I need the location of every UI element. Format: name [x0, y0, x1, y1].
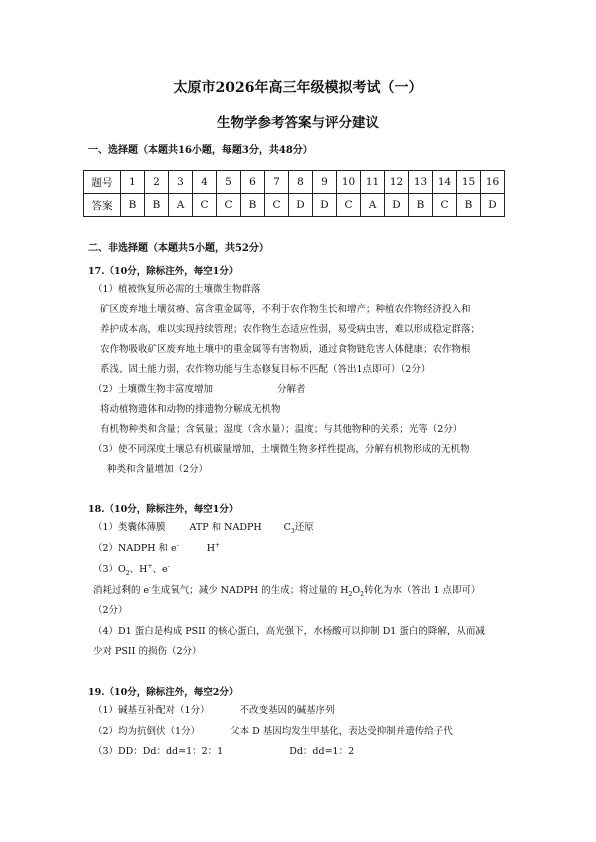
table-cell: D — [313, 194, 337, 217]
q18-line-2-part-2: H — [206, 543, 216, 554]
question-17-heading: 17.（10分，除标注外，每空1分） — [88, 266, 239, 277]
q18-line-2-superscript-2: + — [215, 541, 221, 549]
q18-line-4-subscript-2: 2 — [360, 590, 364, 598]
table-cell: C — [265, 194, 289, 217]
question-19-heading: 19.（10分，除标注外，每空2分） — [88, 687, 239, 698]
q17-line-7: 将动植物遗体和动物的排遗物分解成无机物 — [100, 404, 281, 415]
q18-line-4-subscript-1: 2 — [348, 590, 353, 598]
q18-line-1-part-4: 还原 — [294, 522, 314, 533]
table-row-question-numbers — [84, 171, 505, 194]
q18-line-4-part-2: 生成氧气；减少 NADPH 的生成；将过量的 H — [151, 585, 349, 596]
table-cell: B — [121, 194, 145, 217]
q18-line-1-part-3: C — [283, 522, 291, 533]
q18-line-2-part-1: （2）NADPH 和 e — [93, 543, 177, 554]
q17-line-6 — [93, 384, 306, 396]
table-cell: A — [169, 194, 193, 217]
answer-table — [83, 170, 505, 217]
q18-line-3-part-2: 、H — [129, 564, 148, 575]
q19-line-2 — [93, 726, 453, 738]
table-cell: C — [217, 194, 241, 217]
table-cell: 9 — [313, 171, 337, 194]
table-cell: D — [385, 194, 409, 217]
q17-line-3: 养护成本高，难以实现持续管理；农作物生态适应性弱，易受病虫害，难以形成稳定群落； — [100, 324, 481, 335]
q18-line-6: （4）D1 蛋白是构成 PSII 的核心蛋白，高光强下，水杨酸可以抑制 D1 蛋白的降解，从而减 — [93, 626, 485, 637]
q19-line-3-part-2: Dd：dd=1：2 — [289, 746, 355, 757]
table-cell: B — [409, 194, 433, 217]
table-cell: B — [241, 194, 265, 217]
q18-line-3-part-3: 、e — [152, 564, 168, 575]
q19-line-3 — [93, 746, 354, 758]
table-cell: 5 — [217, 171, 241, 194]
q18-line-7: 少对 PSII 的损伤（2分） — [93, 646, 202, 657]
q18-line-4 — [93, 585, 481, 597]
q19-line-2-part-2: 父本 D 基因均发生甲基化，表达受抑制并遗传给子代 — [230, 726, 453, 737]
table-cell: 14 — [433, 171, 457, 194]
page-title: 太原市2026年高三年级模拟考试（一） — [173, 80, 423, 96]
q17-line-8: 有机物种类和含量；含氧量；湿度（含水量）；温度；与其他物种的关系；光等（2分） — [100, 424, 463, 435]
q17-line-2: 矿区废弃地土壤贫瘠、富含重金属等，不利于农作物生长和增产；种植农作物经济投入和 — [100, 304, 471, 315]
q18-line-3-subscript: 2 — [125, 569, 130, 577]
q18-line-5: （2分） — [93, 605, 128, 616]
section-multiple-choice-heading: 一、选择题（本题共16小题，每题3分，共48分） — [88, 145, 313, 156]
q18-line-1-part-2: ATP 和 NADPH — [189, 522, 262, 533]
q17-line-10: 种类和含量增加（2分） — [107, 464, 209, 475]
q18-line-3-superscript-2: - — [167, 562, 170, 570]
q18-line-1 — [93, 522, 314, 534]
q18-line-4-part-4: 转化为水（答出 1 点即可） — [363, 585, 481, 596]
table-cell: B — [457, 194, 481, 217]
table-row-answers — [84, 194, 505, 217]
table-cell: D — [289, 194, 313, 217]
q18-line-3 — [93, 564, 170, 576]
table-cell: 3 — [169, 171, 193, 194]
table-cell: 8 — [289, 171, 313, 194]
table-cell: 10 — [337, 171, 361, 194]
page-subtitle: 生物学参考答案与评分建议 — [217, 115, 379, 131]
q19-line-2-part-1: （2）均为抗倒伏（1分） — [93, 726, 201, 737]
q17-line-5: 系浅、固土能力弱，农作物功能与生态修复目标不匹配（答出1点即可）（2分） — [100, 364, 431, 375]
table-cell: 6 — [241, 171, 265, 194]
table-cell: C — [433, 194, 457, 217]
table-cell: C — [193, 194, 217, 217]
q17-line-9: （3）使不同深度土壤总有机碳量增加，土壤微生物多样性提高，分解有机物形成的无机物 — [93, 444, 470, 455]
table-cell: B — [145, 194, 169, 217]
q18-line-4-superscript: - — [149, 583, 152, 591]
section-free-response-heading: 二、非选择题（本题共5小题，共52分） — [88, 243, 269, 254]
q18-line-2-superscript-1: - — [176, 541, 179, 549]
table-cell: 2 — [145, 171, 169, 194]
table-cell: 13 — [409, 171, 433, 194]
q17-line-1: （1）植被恢复所必需的土壤微生物群落 — [93, 284, 261, 295]
q18-line-4-part-1: 消耗过剩的 e — [93, 585, 150, 596]
q19-line-1-part-1: （1）碱基互补配对（1分） — [93, 705, 210, 716]
q17-line-4: 农作物吸收矿区废弃地土壤中的重金属等有害物质，通过食物链危害人体健康；农作物根 — [100, 344, 471, 355]
q18-line-1-part-1: （1）类囊体薄膜 — [93, 522, 166, 533]
table-cell: 7 — [265, 171, 289, 194]
table-cell: 16 — [481, 171, 505, 194]
q19-line-3-part-1: （3）DD：Dd：dd=1：2：1 — [93, 746, 224, 757]
table-cell: 11 — [361, 171, 385, 194]
q18-line-4-part-3: O — [352, 585, 361, 596]
q17-line-6-part-1: （2）土壤微生物丰富度增加 — [93, 384, 214, 395]
table-cell: 4 — [193, 171, 217, 194]
table-cell: 1 — [121, 171, 145, 194]
table-row-header: 题号 — [84, 171, 121, 194]
table-cell: C — [337, 194, 361, 217]
q17-line-6-part-2: 分解者 — [277, 384, 306, 395]
table-cell: 15 — [457, 171, 481, 194]
q18-line-1-subscript: 3 — [290, 527, 295, 535]
q19-line-1 — [93, 705, 335, 717]
table-cell: D — [481, 194, 505, 217]
table-row-header: 答案 — [84, 194, 121, 217]
q19-line-1-part-2: 不改变基因的碱基序列 — [239, 705, 335, 716]
table-cell: A — [361, 194, 385, 217]
q18-line-2 — [93, 543, 220, 555]
table-cell: 12 — [385, 171, 409, 194]
q18-line-3-superscript-1: + — [147, 562, 153, 570]
q18-line-3-part-1: （3）O — [93, 564, 126, 575]
question-18-heading: 18.（10分，除标注外，每空1分） — [88, 504, 239, 515]
